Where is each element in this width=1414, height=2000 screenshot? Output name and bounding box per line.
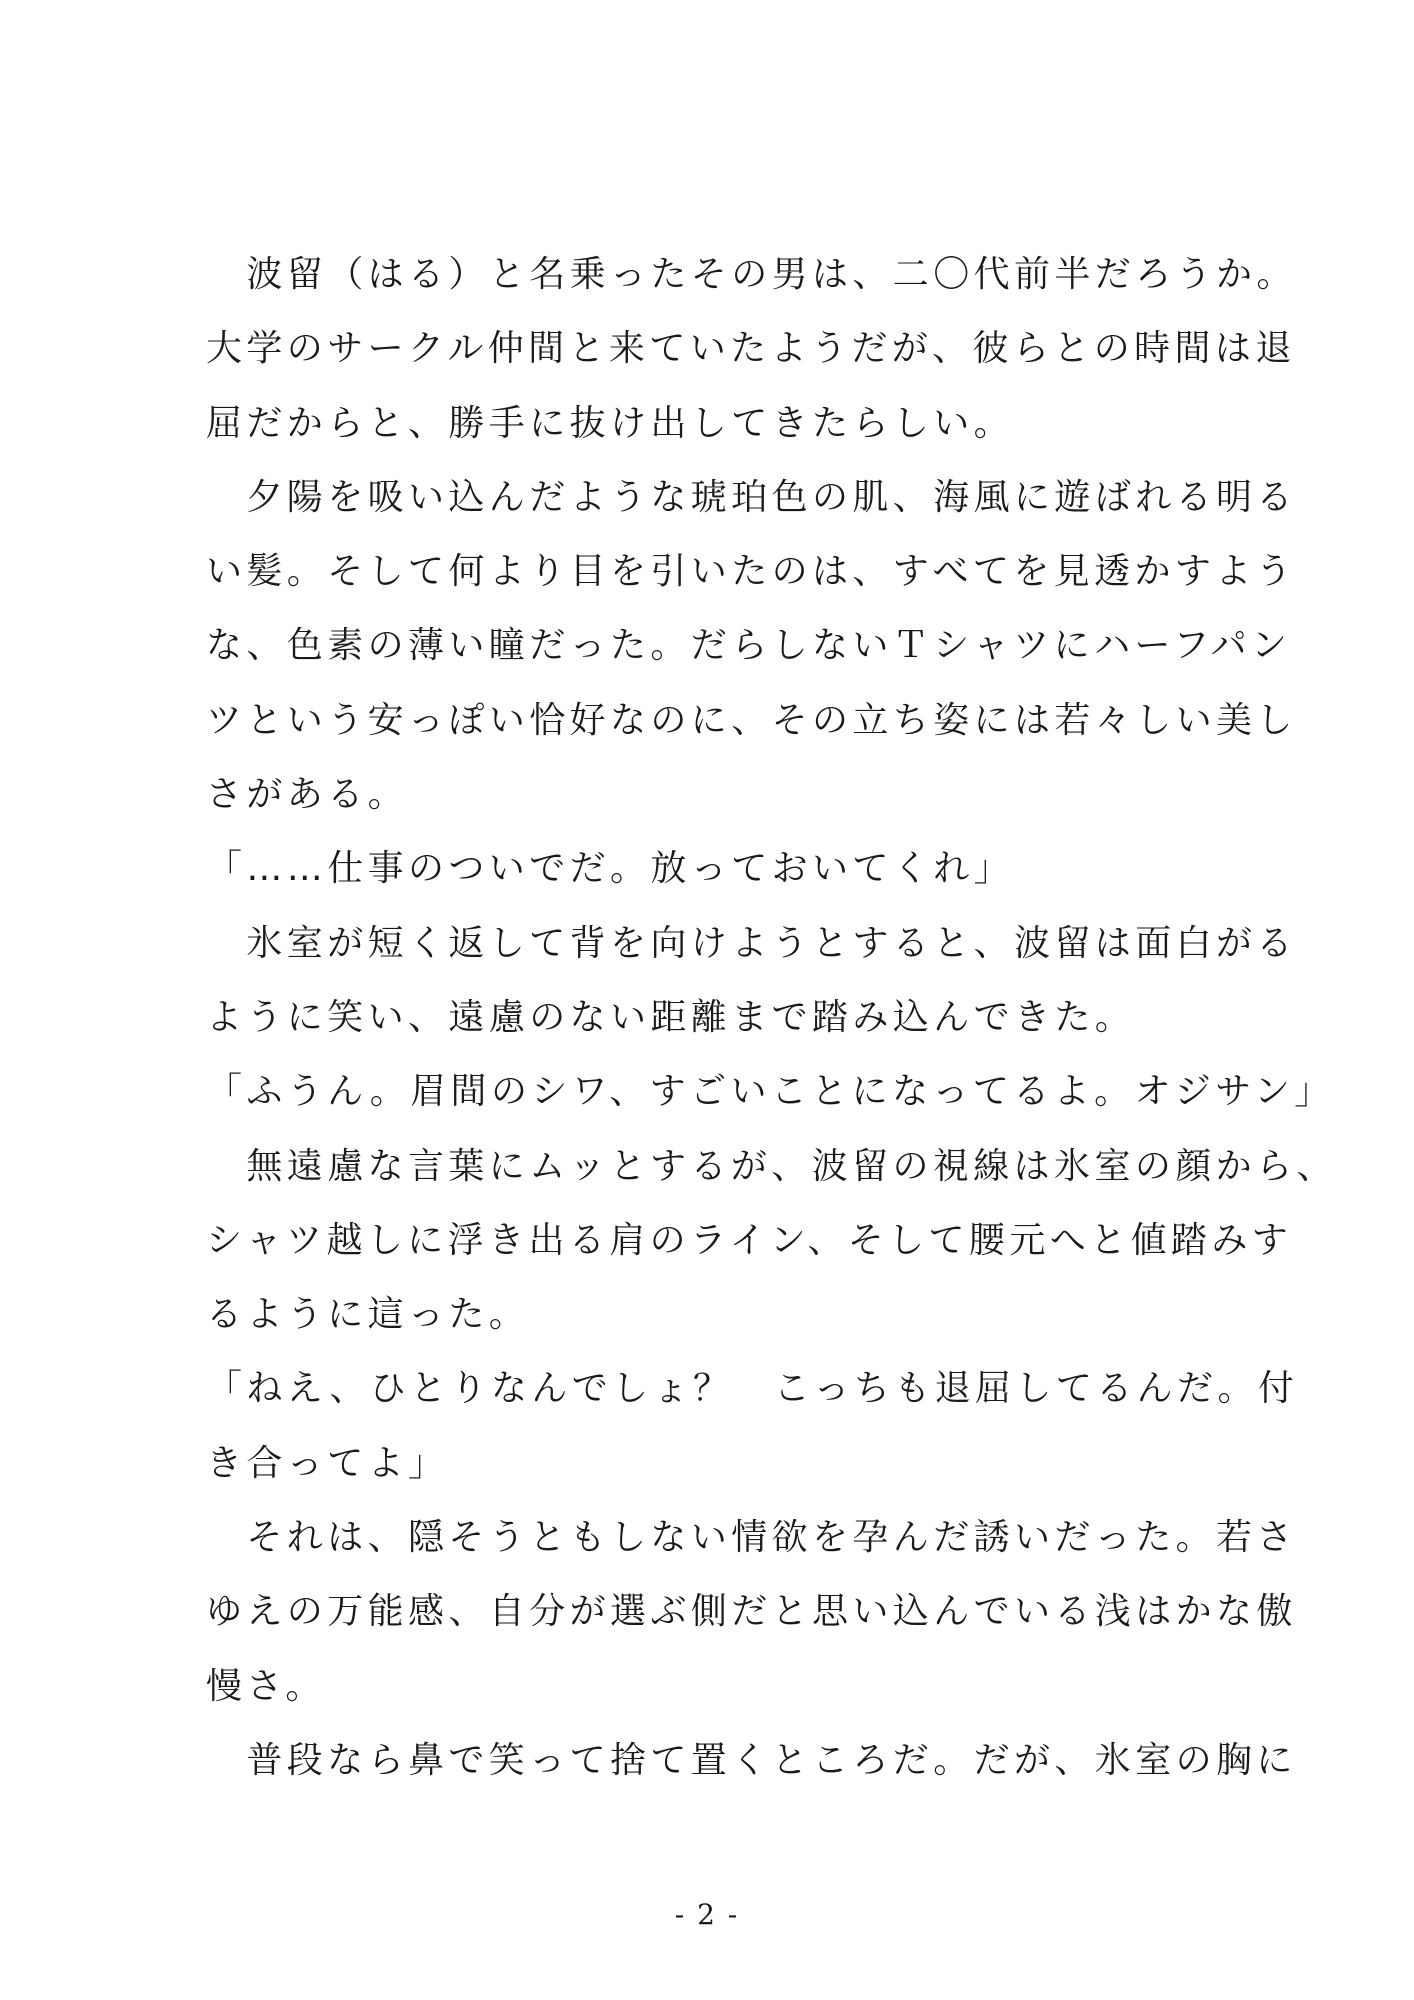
text-line: 氷室が短く返して背を向けようとすると、波留は面白がる — [206, 922, 1297, 964]
text-line: それは、隠そうともしない情欲を孕んだ誘いだった。若さ — [206, 1517, 1297, 1559]
dialogue-line: き合ってよ」 — [206, 1442, 449, 1484]
text-line: 大学のサークル仲間と来ていたようだが、彼らとの時間は退 — [206, 328, 1296, 370]
text-line: 夕陽を吸い込んだような琥珀色の肌、海風に遊ばれる明る — [206, 476, 1297, 518]
text-line: ゆえの万能感、自分が選ぶ側だと思い込んでいる浅はかな傲 — [206, 1591, 1297, 1633]
text-line: ツという安っぽい恰好なのに、その立ち姿には若々しい美し — [206, 699, 1297, 741]
text-line: 慢さ。 — [206, 1665, 326, 1707]
text-line: さがある。 — [206, 774, 409, 816]
text-line: ように笑い、遠慮のない距離まで踏み込んできた。 — [206, 996, 1136, 1038]
dialogue-line: 「ふうん。眉間のシワ、すごいことになってるよ。オジサン」 — [206, 1071, 1335, 1113]
dialogue-line: 「……仕事のついでだ。放っておいてくれ」 — [206, 848, 1015, 890]
text-line: 波留（はる）と名乗ったその男は、二〇代前半だろうか。 — [206, 254, 1297, 295]
text-line: な、色素の薄い瞳だった。だらしないＴシャツにハーフパン — [206, 625, 1292, 667]
body-text — [206, 238, 1337, 1798]
text-line: 無遠慮な言葉にムッとするが、波留の視線は氷室の顔から、 — [206, 1145, 1337, 1187]
dialogue-line: 「ねえ、ひとりなんでしょ？ こっちも退屈してるんだ。付 — [206, 1368, 1299, 1410]
text-line: 普段なら鼻で笑って捨て置くところだ。だが、氷室の胸に — [206, 1739, 1297, 1781]
page-number: - 2 - — [674, 1898, 740, 1931]
text-line: い髪。そして何より目を引いたのは、すべてを見透かすよう — [206, 551, 1297, 593]
text-line: 屈だからと、勝手に抜け出してきたらしい。 — [206, 402, 1015, 444]
text-line: シャツ越しに浮き出る肩のライン、そして腰元へと値踏みす — [206, 1219, 1293, 1261]
text-line: るように這った。 — [206, 1294, 530, 1336]
